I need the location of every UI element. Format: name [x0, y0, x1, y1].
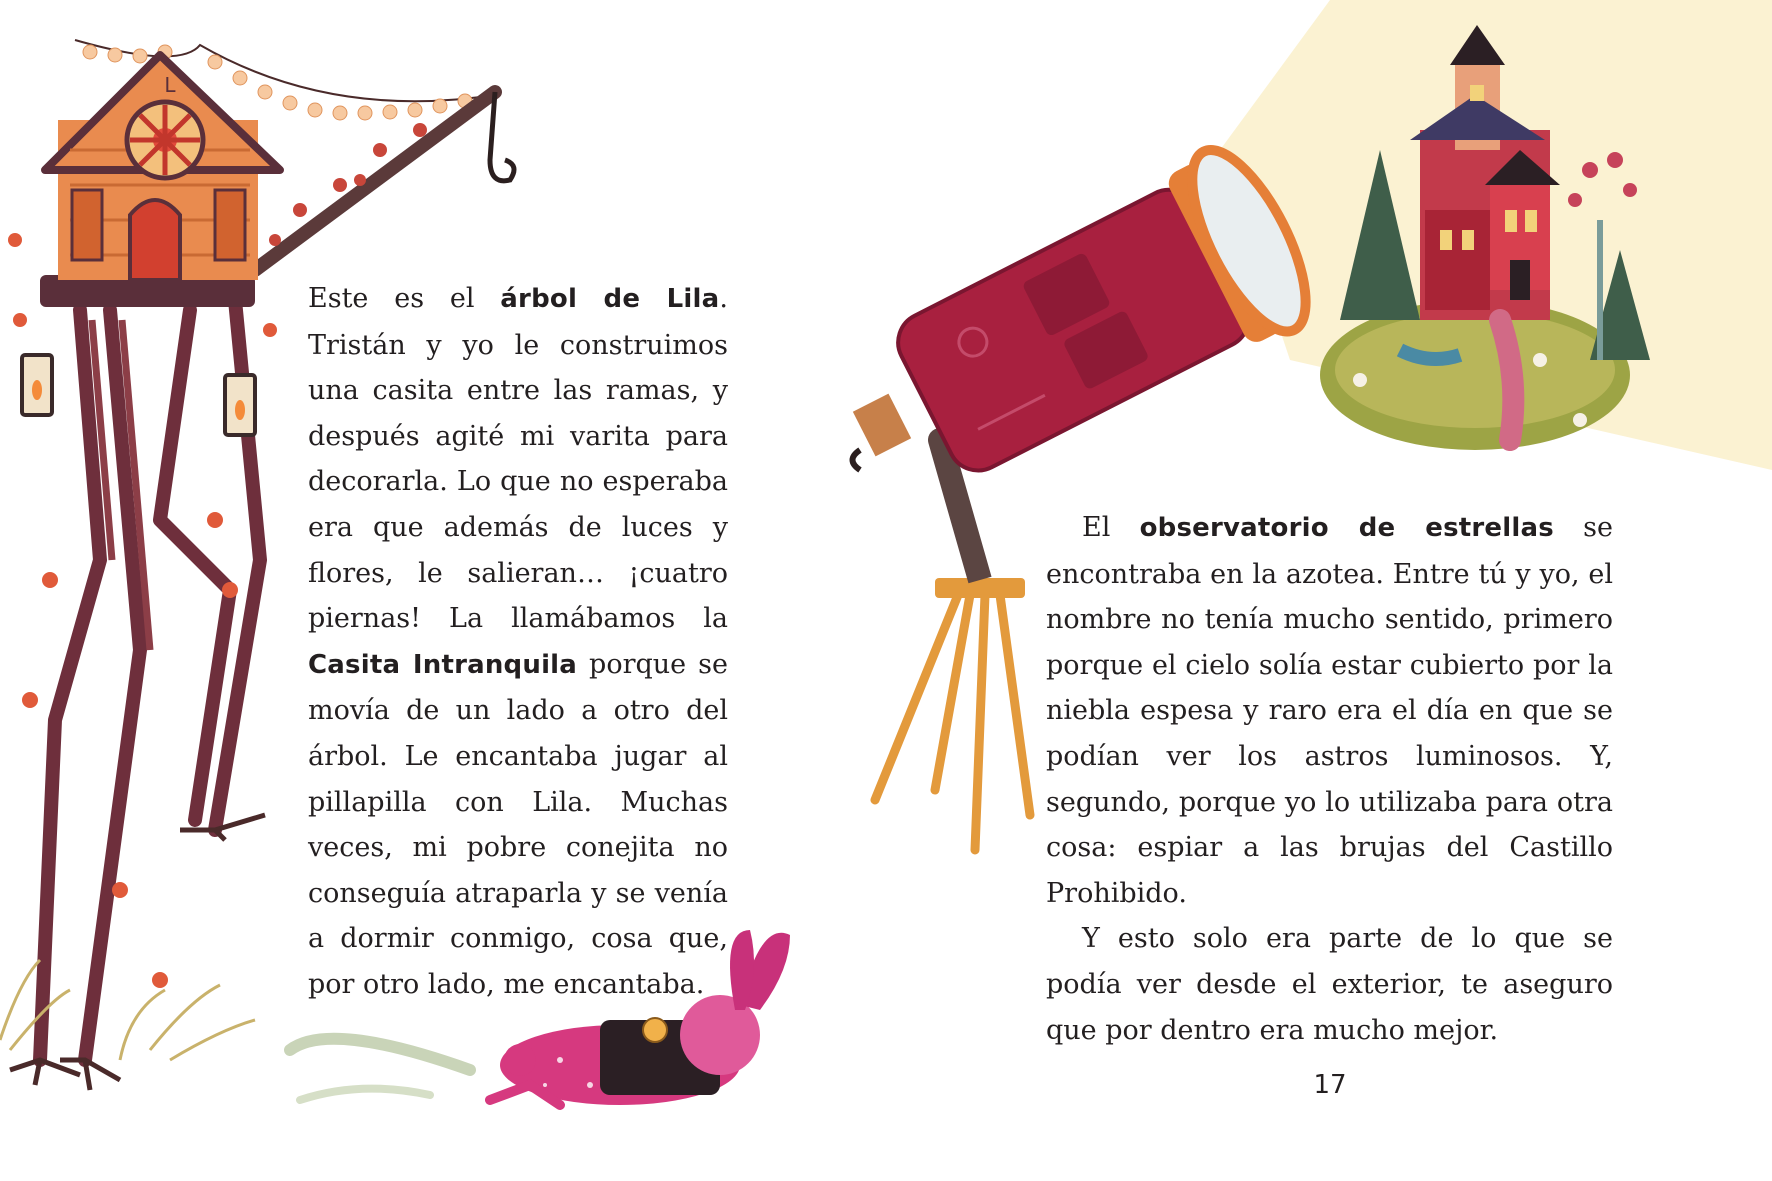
right-paragraph-text: se encontraba en la azotea. Entre tú y yo, el nombre no tenía mucho sentido, primero porque el cielo solía estar cubierto por la niebla espesa y raro era el día en que se podían ver los astros luminosos. Y, segundo, porque yo lo utilizaba para otra cosa: espiar a las brujas del Castillo Prohibido.	[1046, 512, 1613, 909]
term-casita-intranquila: Casita Intranquila	[308, 649, 578, 680]
left-text-block	[308, 276, 728, 1008]
left-paragraph-text: Este es el	[308, 283, 501, 314]
right-paragraph-2: Y esto solo era parte de lo que se podía ver desde el exterior, te aseguro que por dentro era mucho mejor.	[1046, 923, 1613, 1046]
term-observatorio-de-estrellas: observatorio de estrellas	[1139, 513, 1554, 543]
term-arbol-de-lila: árbol de Lila	[500, 284, 720, 314]
right-text-block	[1046, 505, 1613, 1053]
left-paragraph-text: porque se movía de un lado a otro del árbol. Le encantaba jugar al pillapilla con Lila. Muchas veces, mi pobre conejita no conseguía atraparla y se venía a dormir conmigo, cosa que, por otro lado, me encantaba.	[308, 648, 728, 1000]
house-letter: L	[164, 73, 176, 97]
left-paragraph-text: . Tristán y yo le construimos una casita entre las ramas, y después agité mi varita para decorarla. Lo que no esperaba era que además de luces y flores, le salieran… ¡cuatro piernas! La llamábamos la	[308, 283, 728, 635]
right-paragraph-1	[1046, 505, 1613, 916]
right-paragraph-text: El	[1082, 512, 1140, 543]
left-paragraph	[308, 276, 728, 1008]
page-number: 17	[1313, 1070, 1347, 1100]
